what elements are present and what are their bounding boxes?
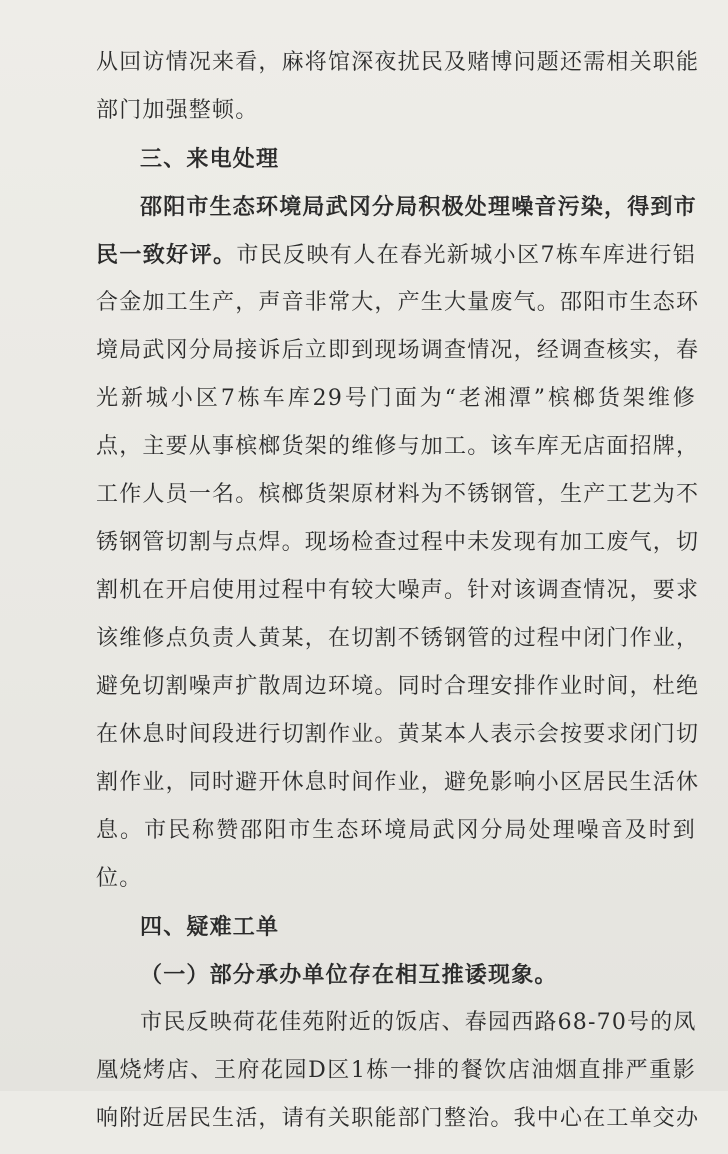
text-line: 工作人员一名。槟榔货架原材料为不锈钢管，生产工艺为不 [96, 482, 700, 507]
text-line: 光新城小区7栋车库29号门面为“老湘潭”槟榔货架维修 [96, 386, 696, 411]
text-line [96, 242, 696, 268]
text-line: 从回访情况来看，麻将馆深夜扰民及赌博问题还需相关职能 [96, 50, 700, 75]
text-line: 避免切割噪声扩散周边环境。同时合理安排作业时间，杜绝 [96, 674, 700, 699]
lead-continuation: 民一致好评。 [96, 242, 237, 268]
text-line: 响附近居民生活，请有关职能部门整治。我中心在工单交办 [96, 1106, 700, 1131]
text-line: 凰烧烤店、王府花园D区1栋一排的餐饮店油烟直排严重影 [96, 1058, 696, 1083]
text-line: 割作业，同时避开休息时间作业，避免影响小区居民生活休 [96, 770, 700, 795]
text-line: 息。市民称赞邵阳市生态环境局武冈分局处理噪音及时到 [96, 818, 696, 843]
document-body [96, 50, 700, 1154]
text-line: 在休息时间段进行切割作业。黄某本人表示会按要求闭门切 [96, 722, 700, 747]
text-line: 点，主要从事槟榔货架的维修与加工。该车库无店面招牌， [96, 434, 700, 459]
text-line: 该维修点负责人黄某，在切割不锈钢管的过程中闭门作业， [96, 626, 700, 651]
text-line: 位。 [96, 866, 143, 891]
text-line: 市民反映荷花佳苑附近的饭店、春园西路68-70号的凤 [140, 1010, 697, 1035]
text-line: 锈钢管切割与点焊。现场检查过程中未发现有加工废气，切 [96, 530, 700, 555]
paragraph-lead: 邵阳市生态环境局武冈分局积极处理噪音污染，得到市 [140, 194, 697, 220]
text-line: 割机在开启使用过程中有较大噪声。针对该调查情况，要求 [96, 578, 700, 603]
section-heading-3: 三、来电处理 [140, 146, 280, 172]
text-span: 市民反映有人在春光新城小区7栋车库进行铝 [236, 243, 697, 268]
text-line: 合金加工生产，声音非常大，产生大量废气。邵阳市生态环 [96, 290, 700, 315]
subsection-heading: （一）部分承办单位存在相互推诿现象。 [140, 962, 558, 988]
text-line: 境局武冈分局接诉后立即到现场调查情况，经调查核实，春 [96, 338, 700, 363]
section-heading-4: 四、疑难工单 [140, 914, 280, 940]
text-line: 部门加强整顿。 [96, 98, 259, 123]
